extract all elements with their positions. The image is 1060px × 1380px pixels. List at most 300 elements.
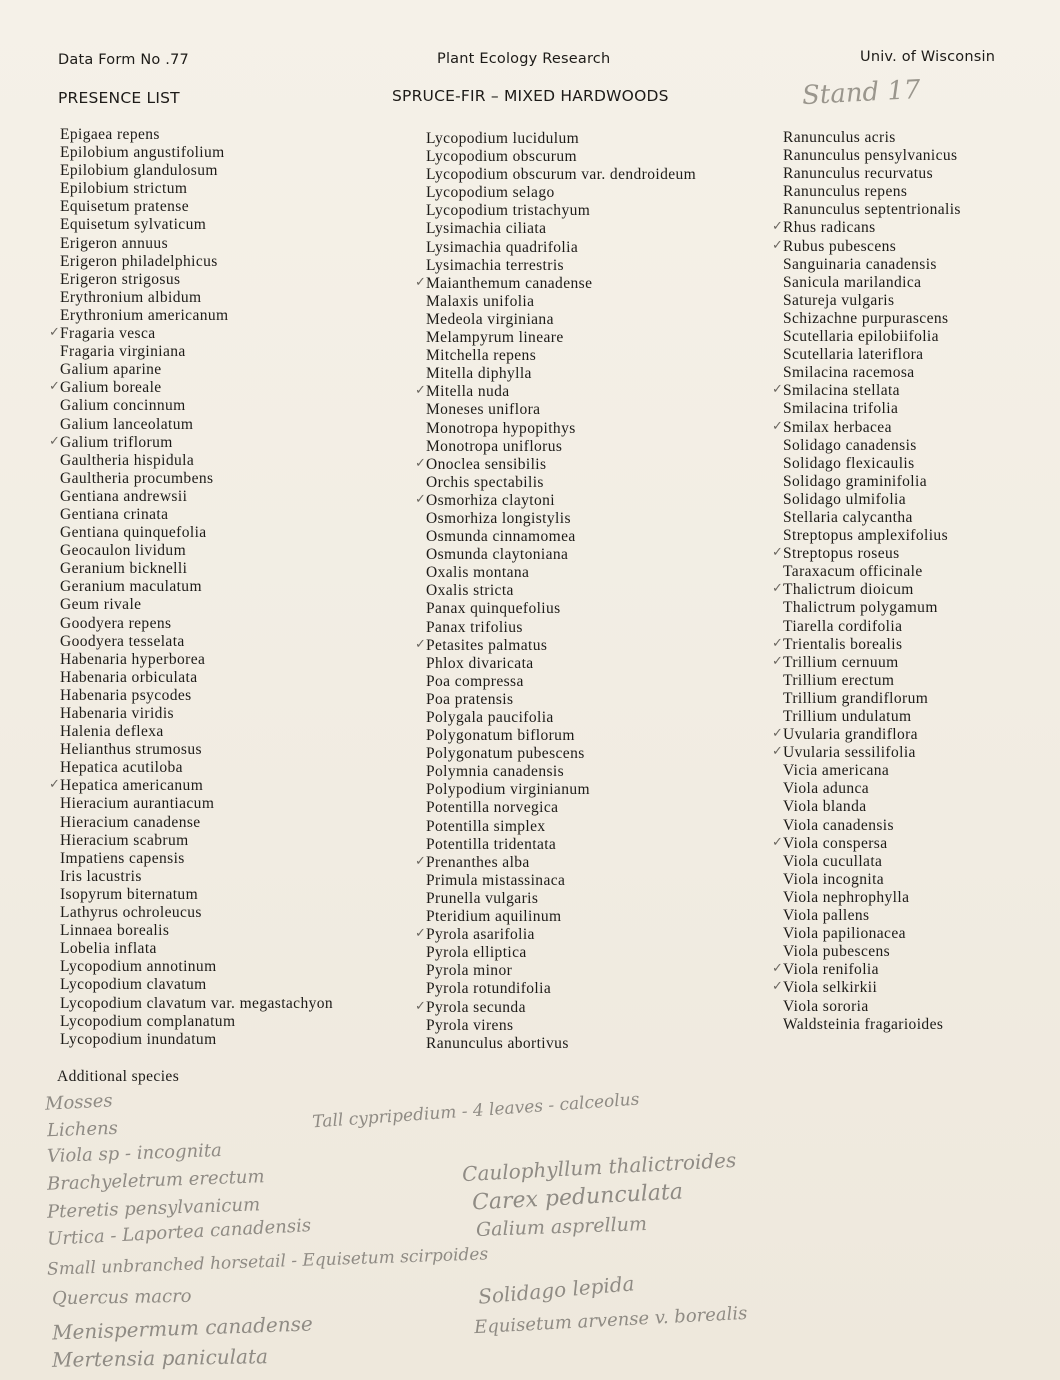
species-item xyxy=(783,563,961,581)
species-item xyxy=(60,759,333,777)
species-name: Lycopodium inundatum xyxy=(60,1030,217,1048)
species-item xyxy=(415,998,696,1017)
species-name: Galium aparine xyxy=(60,361,162,379)
species-name: Epilobium angustifolium xyxy=(60,144,225,162)
species-name: Schizachne purpurascens xyxy=(783,309,949,327)
species-item xyxy=(60,958,333,976)
species-item xyxy=(772,834,961,853)
species-item xyxy=(49,379,333,397)
handwritten-note: Urtica - Laportea canadensis xyxy=(46,1215,312,1250)
species-item xyxy=(60,253,333,271)
species-name: Trillium grandiflorum xyxy=(783,689,929,707)
species-name: Osmorhiza claytoni xyxy=(426,491,556,509)
handwritten-note: Small unbranched horsetail - Equisetum scirpoides xyxy=(46,1244,489,1280)
species-name: Polypodium virginianum xyxy=(426,781,590,799)
species-item xyxy=(426,1035,696,1053)
species-name: Viola selkirkii xyxy=(783,979,878,997)
species-item xyxy=(783,201,961,219)
check-mark-icon: ✓ xyxy=(415,383,427,399)
check-mark-icon: ✓ xyxy=(772,635,784,651)
handwritten-note: Mosses xyxy=(44,1090,114,1115)
check-mark-icon: ✓ xyxy=(772,382,784,398)
handwritten-note: Pteretis pensylvanicum xyxy=(46,1194,261,1223)
species-name: Monotropa hypopithys xyxy=(426,419,576,437)
species-item xyxy=(426,293,696,311)
species-name: Medeola virginiana xyxy=(426,310,554,328)
check-mark-icon: ✓ xyxy=(772,219,784,235)
species-name: Streptopus amplexifolius xyxy=(783,527,949,545)
species-name: Isopyrum biternatum xyxy=(60,885,199,903)
species-name: Iris lacustris xyxy=(60,867,142,885)
species-item xyxy=(772,418,961,437)
species-item xyxy=(426,619,696,637)
species-name: Panax trifolius xyxy=(426,618,523,636)
species-item xyxy=(426,365,696,383)
species-item xyxy=(60,669,333,687)
species-name: Panax quinquefolius xyxy=(426,600,561,618)
species-name: Epigaea repens xyxy=(60,126,160,143)
species-name: Polygonatum pubescens xyxy=(426,745,585,763)
species-item xyxy=(426,709,696,727)
species-item xyxy=(783,618,961,636)
species-name: Lysimachia terrestris xyxy=(426,256,564,274)
species-name: Viola nephrophylla xyxy=(783,888,910,906)
species-item xyxy=(426,546,696,564)
species-name: Waldsteinia fragarioides xyxy=(783,1015,944,1033)
species-item xyxy=(60,940,333,958)
species-name: Lysimachia quadrifolia xyxy=(426,238,579,256)
species-item xyxy=(783,473,961,491)
species-name: Epilobium glandulosum xyxy=(60,162,218,180)
species-item xyxy=(783,527,961,545)
handwritten-note: Menispermum canadense xyxy=(51,1311,314,1345)
species-name: Pyrola asarifolia xyxy=(426,926,535,944)
handwritten-note: Viola sp - incognita xyxy=(46,1139,223,1168)
species-item xyxy=(783,346,961,364)
species-name: Hieracium aurantiacum xyxy=(60,795,215,813)
handwritten-note: Mertensia paniculata xyxy=(51,1344,269,1372)
species-name: Lycopodium lucidulum xyxy=(426,130,580,147)
species-name: Mitella diphylla xyxy=(426,365,532,383)
species-item xyxy=(783,599,961,617)
check-mark-icon: ✓ xyxy=(49,777,61,793)
species-name: Potentilla norvegica xyxy=(426,799,559,817)
species-item xyxy=(783,925,961,943)
check-mark-icon: ✓ xyxy=(415,636,427,652)
species-item xyxy=(426,655,696,673)
species-item xyxy=(783,853,961,871)
species-name: Viola pallens xyxy=(783,907,870,925)
species-name: Trillium cernuum xyxy=(783,653,899,671)
species-name: Lycopodium tristachyum xyxy=(426,202,591,220)
species-item xyxy=(60,506,333,524)
species-item xyxy=(426,510,696,528)
species-item xyxy=(783,364,961,382)
species-item xyxy=(426,944,696,962)
species-item xyxy=(60,144,333,162)
species-name: Lathyrus ochroleucus xyxy=(60,904,202,922)
species-item xyxy=(783,147,961,165)
species-name: Pyrola rotundifolia xyxy=(426,980,552,998)
species-name: Lycopodium obscurum xyxy=(426,148,577,166)
check-mark-icon: ✓ xyxy=(772,581,784,597)
species-name: Petasites palmatus xyxy=(426,636,548,654)
handwritten-note: Brachyeletrum erectum xyxy=(46,1166,265,1195)
species-item xyxy=(783,798,961,816)
species-item xyxy=(60,795,333,813)
species-item xyxy=(415,383,696,401)
check-mark-icon: ✓ xyxy=(772,545,784,561)
check-mark-icon: ✓ xyxy=(772,653,784,669)
species-name: Galium boreale xyxy=(60,379,162,397)
species-name: Streptopus roseus xyxy=(783,545,900,563)
species-name: Oxalis stricta xyxy=(426,582,514,600)
species-name: Sanguinaria canadensis xyxy=(783,255,937,273)
species-item xyxy=(426,148,696,166)
species-name: Thalictrum polygamum xyxy=(783,599,938,617)
species-name: Habenaria hyperborea xyxy=(60,650,206,668)
species-name: Habenaria orbiculata xyxy=(60,668,198,686)
species-name: Ranunculus repens xyxy=(783,183,908,201)
species-name: Moneses uniflora xyxy=(426,401,541,419)
species-item xyxy=(426,239,696,257)
species-item xyxy=(426,311,696,329)
species-item xyxy=(49,325,333,343)
species-name: Gaultheria procumbens xyxy=(60,469,214,487)
species-item xyxy=(783,1016,961,1034)
species-name: Tiarella cordifolia xyxy=(783,617,903,635)
check-mark-icon: ✓ xyxy=(772,726,784,742)
species-name: Prunella vulgaris xyxy=(426,889,539,907)
species-name: Viola pubescens xyxy=(783,943,891,961)
species-item xyxy=(60,289,333,307)
species-name: Poa compressa xyxy=(426,672,524,690)
species-item xyxy=(49,433,333,452)
species-item xyxy=(783,708,961,726)
species-item xyxy=(783,889,961,907)
species-name: Maianthemum canadense xyxy=(426,274,593,292)
species-column-2 xyxy=(415,130,697,1053)
species-item xyxy=(60,470,333,488)
species-name: Habenaria psycodes xyxy=(60,686,192,704)
species-item xyxy=(426,890,696,908)
species-item xyxy=(772,979,961,997)
species-name: Prenanthes alba xyxy=(426,853,530,871)
check-mark-icon: ✓ xyxy=(415,274,427,290)
species-item xyxy=(426,166,696,184)
species-name: Solidago flexicaulis xyxy=(783,454,915,472)
species-name: Onoclea sensibilis xyxy=(426,455,547,473)
species-item xyxy=(783,328,961,346)
species-item xyxy=(783,871,961,889)
check-mark-icon: ✓ xyxy=(772,744,784,760)
species-name: Geocaulon lividum xyxy=(60,542,187,560)
species-item xyxy=(426,745,696,763)
species-name: Hepatica acutiloba xyxy=(60,759,183,777)
species-item xyxy=(426,184,696,202)
species-item xyxy=(783,183,961,201)
species-item xyxy=(426,564,696,582)
species-item xyxy=(60,271,333,289)
additional-species-label: Additional species xyxy=(57,1068,180,1085)
species-name: Gentiana crinata xyxy=(60,505,169,523)
species-name: Hepatica americanum xyxy=(60,777,204,795)
species-item xyxy=(426,691,696,709)
species-item xyxy=(60,615,333,633)
species-name: Fragaria vesca xyxy=(60,325,156,343)
species-name: Galium concinnum xyxy=(60,397,186,415)
species-item xyxy=(60,361,333,379)
species-item xyxy=(415,491,696,510)
species-column-1 xyxy=(49,126,334,1049)
species-item xyxy=(426,818,696,836)
species-item xyxy=(772,237,961,256)
species-name: Orchis spectabilis xyxy=(426,473,544,491)
species-item xyxy=(60,235,333,253)
species-name: Potentilla tridentata xyxy=(426,835,557,853)
species-name: Viola incognita xyxy=(783,870,885,888)
species-name: Goodyera repens xyxy=(60,614,172,632)
check-mark-icon: ✓ xyxy=(772,961,784,977)
species-name: Galium triflorum xyxy=(60,433,173,451)
species-name: Rubus pubescens xyxy=(783,237,897,255)
check-mark-icon: ✓ xyxy=(415,853,427,869)
species-item xyxy=(60,868,333,886)
species-item xyxy=(415,455,696,474)
species-item xyxy=(60,904,333,922)
species-name: Erigeron strigosus xyxy=(60,270,181,288)
species-item xyxy=(783,509,961,527)
species-item xyxy=(426,528,696,546)
species-name: Lycopodium obscurum var. dendroideum xyxy=(426,166,697,184)
species-name: Viola cucullata xyxy=(783,852,883,870)
species-name: Viola sororia xyxy=(783,997,869,1015)
handwritten-note: Quercus macro xyxy=(51,1285,192,1310)
check-mark-icon: ✓ xyxy=(49,433,61,449)
species-item xyxy=(426,600,696,618)
species-name: Ranunculus septentrionalis xyxy=(783,201,961,219)
species-name: Phlox divaricata xyxy=(426,654,534,672)
species-item xyxy=(60,886,333,904)
check-mark-icon: ✓ xyxy=(49,379,61,395)
species-item xyxy=(60,723,333,741)
species-name: Scutellaria lateriflora xyxy=(783,346,924,364)
species-item xyxy=(772,219,961,237)
species-item xyxy=(60,343,333,361)
species-item xyxy=(426,401,696,419)
species-name: Trientalis borealis xyxy=(783,635,903,653)
species-name: Gaultheria hispidula xyxy=(60,451,195,469)
species-item xyxy=(60,687,333,705)
species-name: Gentiana andrewsii xyxy=(60,487,188,505)
species-name: Polygala paucifolia xyxy=(426,709,554,726)
species-name: Solidago graminifolia xyxy=(783,472,928,490)
species-item xyxy=(60,416,333,434)
species-item xyxy=(772,382,961,400)
species-name: Erigeron annuus xyxy=(60,234,169,252)
species-item xyxy=(415,274,696,293)
species-item xyxy=(783,310,961,328)
species-item xyxy=(60,307,333,325)
species-name: Lobelia inflata xyxy=(60,940,157,958)
species-name: Monotropa uniflorus xyxy=(426,437,563,455)
check-mark-icon: ✓ xyxy=(415,455,427,471)
species-item xyxy=(772,726,961,744)
species-item xyxy=(60,452,333,470)
species-item xyxy=(60,162,333,180)
species-name: Geranium bicknelli xyxy=(60,560,188,578)
form-number: Data Form No .77 xyxy=(58,52,189,68)
check-mark-icon: ✓ xyxy=(772,418,784,434)
species-name: Solidago ulmifolia xyxy=(783,490,907,508)
species-item xyxy=(426,908,696,926)
species-item xyxy=(426,962,696,980)
species-item xyxy=(60,488,333,506)
species-item xyxy=(426,329,696,347)
species-item xyxy=(783,165,961,183)
species-item xyxy=(426,220,696,238)
species-name: Linnaea borealis xyxy=(60,922,170,940)
species-name: Vicia americana xyxy=(783,762,890,780)
species-name: Hieracium canadense xyxy=(60,813,201,831)
species-name: Osmunda cinnamomea xyxy=(426,528,576,546)
species-item xyxy=(60,651,333,669)
stand-number-handwritten: Stand 17 xyxy=(801,74,922,112)
species-item xyxy=(783,491,961,509)
species-item xyxy=(60,126,333,144)
species-item xyxy=(772,961,961,979)
species-item xyxy=(426,420,696,438)
species-item xyxy=(426,438,696,456)
species-name: Potentilla simplex xyxy=(426,817,546,835)
species-name: Lycopodium clavatum xyxy=(60,976,207,994)
species-name: Trillium erectum xyxy=(783,671,895,689)
species-name: Polymnia canadensis xyxy=(426,763,565,781)
species-item xyxy=(783,455,961,473)
species-item xyxy=(783,762,961,780)
species-item xyxy=(426,257,696,275)
species-item xyxy=(415,636,696,655)
organization: Plant Ecology Research xyxy=(437,51,611,67)
species-name: Halenia deflexa xyxy=(60,723,164,741)
species-item xyxy=(60,216,333,234)
species-item xyxy=(426,781,696,799)
species-item xyxy=(60,1031,333,1049)
species-name: Pyrola elliptica xyxy=(426,944,527,962)
species-item xyxy=(60,633,333,651)
species-name: Satureja vulgaris xyxy=(783,291,895,309)
species-name: Ranunculus recurvatus xyxy=(783,165,934,183)
species-name: Sanicula marilandica xyxy=(783,273,922,291)
species-item xyxy=(426,130,696,148)
species-name: Geranium maculatum xyxy=(60,578,202,596)
species-name: Goodyera tesselata xyxy=(60,632,185,650)
species-item xyxy=(783,907,961,925)
species-name: Lycopodium clavatum var. megastachyon xyxy=(60,994,334,1012)
species-name: Melampyrum lineare xyxy=(426,329,564,347)
species-item xyxy=(426,474,696,492)
species-name: Lycopodium annotinum xyxy=(60,958,217,976)
species-name: Stellaria calycantha xyxy=(783,508,913,526)
species-name: Ranunculus abortivus xyxy=(426,1034,569,1052)
species-name: Erythronium americanum xyxy=(60,306,229,324)
species-name: Polygonatum biflorum xyxy=(426,727,575,745)
species-item xyxy=(426,763,696,781)
species-name: Equisetum sylvaticum xyxy=(60,216,207,234)
species-item xyxy=(426,980,696,998)
species-name: Helianthus strumosus xyxy=(60,741,202,759)
species-name: Galium lanceolatum xyxy=(60,415,194,433)
species-item xyxy=(783,943,961,961)
species-name: Pteridium aquilinum xyxy=(426,908,562,926)
species-name: Fragaria virginiana xyxy=(60,343,186,361)
check-mark-icon: ✓ xyxy=(415,998,427,1014)
species-name: Taraxacum officinale xyxy=(783,563,923,581)
species-item xyxy=(426,347,696,365)
species-item xyxy=(60,850,333,868)
species-item xyxy=(426,582,696,600)
species-name: Primula mistassinaca xyxy=(426,871,566,889)
species-name: Uvularia grandiflora xyxy=(783,726,918,744)
species-item xyxy=(60,560,333,578)
species-item xyxy=(60,705,333,723)
species-item xyxy=(60,741,333,759)
list-title: PRESENCE LIST xyxy=(58,89,180,107)
species-name: Ranunculus pensylvanicus xyxy=(783,147,958,165)
species-item xyxy=(783,437,961,455)
species-item xyxy=(60,814,333,832)
species-name: Gentiana quinquefolia xyxy=(60,524,207,542)
species-item xyxy=(60,922,333,940)
species-name: Scutellaria epilobiifolia xyxy=(783,328,939,346)
species-item xyxy=(415,853,696,872)
species-name: Thalictrum dioicum xyxy=(783,581,914,599)
species-name: Poa pratensis xyxy=(426,690,514,708)
check-mark-icon: ✓ xyxy=(772,237,784,253)
check-mark-icon: ✓ xyxy=(49,325,61,341)
species-item xyxy=(426,1017,696,1035)
handwritten-note: Galium asprellum xyxy=(475,1213,648,1241)
species-item xyxy=(60,596,333,614)
species-item xyxy=(426,673,696,691)
species-item xyxy=(783,780,961,798)
species-name: Hieracium scabrum xyxy=(60,831,189,849)
species-name: Viola adunca xyxy=(783,780,870,798)
university: Univ. of Wisconsin xyxy=(860,49,996,65)
species-item xyxy=(783,817,961,835)
species-item xyxy=(60,524,333,542)
species-name: Rhus radicans xyxy=(783,219,876,237)
species-name: Pyrola secunda xyxy=(426,998,526,1016)
species-name: Lycopodium selago xyxy=(426,184,555,202)
species-item xyxy=(772,744,961,762)
species-name: Habenaria viridis xyxy=(60,705,174,722)
species-column-3 xyxy=(772,129,961,1034)
species-item xyxy=(415,926,696,944)
species-item xyxy=(426,872,696,890)
species-name: Viola papilionacea xyxy=(783,925,906,943)
species-item xyxy=(60,832,333,850)
community-title: SPRUCE-FIR – MIXED HARDWOODS xyxy=(392,87,669,105)
species-item xyxy=(60,995,333,1013)
species-item xyxy=(772,653,961,672)
species-item xyxy=(783,998,961,1016)
species-name: Lycopodium complanatum xyxy=(60,1012,236,1030)
handwritten-note: Lichens xyxy=(46,1117,119,1142)
species-item xyxy=(60,180,333,198)
handwritten-note: Caulophyllum thalictroides xyxy=(461,1147,737,1187)
species-item xyxy=(426,799,696,817)
